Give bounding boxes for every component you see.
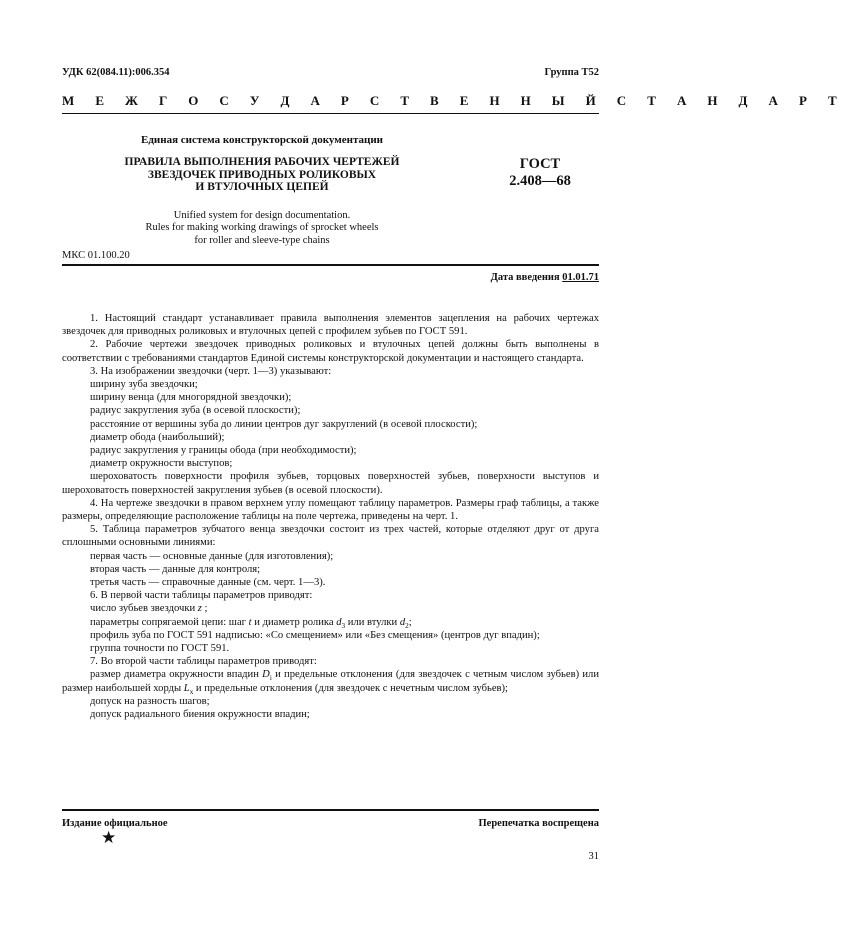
date-value: 01.01.71	[562, 272, 599, 283]
list-item: группа точности по ГОСТ 591.	[90, 643, 230, 655]
standard-body	[62, 312, 599, 721]
reprint-notice: Перепечатка воспрещена	[478, 818, 599, 829]
star-icon: ★	[101, 828, 117, 847]
list-item-teeth	[62, 602, 599, 615]
paragraph-5: 5. Таблица параметров зубчатого венца звездочки состоит из трех частей, которые отделяют друг от друга сплошными основными линиями:	[62, 524, 599, 549]
title-divider	[62, 264, 599, 266]
list-item: шероховатость поверхности профиля зубьев, торцовых поверхностей зубьев, поверхности выступов и шероховатость поверхностей закругления зубьев (в осевой плоскости).	[62, 471, 599, 496]
english-line: Rules for making working drawings of sprocket wheels	[145, 222, 379, 234]
header-divider	[62, 113, 599, 114]
subscript: i	[269, 674, 272, 683]
text-fragment: или втулки	[345, 616, 400, 628]
introduction-date	[491, 272, 599, 283]
standard-title	[62, 156, 462, 194]
title-line: ПРАВИЛА ВЫПОЛНЕНИЯ РАБОЧИХ ЧЕРТЕЖЕЙ	[124, 156, 400, 168]
english-title	[62, 210, 462, 247]
mks-code: МКС 01.100.20	[62, 250, 130, 261]
text-fragment: размер диаметра окружности впадин	[90, 669, 263, 681]
paragraph-4: 4. На чертеже звездочки в правом верхнем углу помещают таблицу параметров. Размеры граф таблицы, а также размеры, определяющие расположение таблицы на поле чертежа, приведены на черт. 1.	[62, 497, 599, 523]
list-item-diameter	[62, 668, 599, 694]
symbol-d: D	[262, 669, 270, 681]
footer-divider	[62, 809, 599, 811]
official-edition: Издание официальное	[62, 818, 168, 829]
list-item: вторая часть — данные для контроля;	[90, 563, 261, 575]
list-item: профиль зуба по ГОСТ 591 надписью: «Со смещением» или «Без смещения» (центров дуг впадин);	[90, 629, 540, 641]
text-fragment: параметры сопрягаемой цепи: шаг	[90, 616, 249, 628]
list-item: ширину зуба звездочки;	[90, 379, 198, 391]
text-fragment: и предельные отклонения (для звездочек с нечетным числом зубьев);	[193, 682, 508, 694]
paragraph-2: 2. Рабочие чертежи звездочек приводных роликовых и втулочных цепей должны быть выполнены в соответствии с требованиями стандартов Единой системы конструкторской документации и настоящего стандарта.	[62, 339, 599, 364]
list-item-chain	[62, 616, 599, 629]
list-item: радиус закругления зуба (в осевой плоскости);	[90, 405, 301, 417]
symbol-t: t	[248, 616, 252, 628]
list-item: диаметр обода (наибольший);	[90, 431, 225, 443]
subscript: x	[189, 687, 194, 696]
list-item: допуск на разность шагов;	[90, 695, 210, 707]
text-fragment: ;	[408, 616, 412, 628]
paragraph-1: 1. Настоящий стандарт устанавливает правила выполнения элементов зацепления на рабочих чертежах звездочек для приводных роликовых и втулочных цепей с профилем зубьев по ГОСТ 591.	[62, 313, 599, 338]
list-item: третья часть — справочные данные (см. черт. 1—3).	[90, 577, 326, 589]
list-item: расстояние от вершины зуба до линии центров дуг закруглений (в осевой плоскости);	[90, 418, 478, 430]
list-item: ширину венца (для многорядной звездочки);	[90, 392, 292, 404]
group-code: Группа Т52	[544, 67, 599, 78]
text-fragment: ;	[201, 603, 208, 615]
paragraph-3: 3. На изображении звездочки (черт. 1—3) указывают:	[90, 365, 332, 377]
interstate-standard-heading: М Е Ж Г О С У Д А Р С Т В Е Н Н Ы Й С Т А Н Д А Р Т	[62, 93, 846, 108]
udk-code: УДК 62(084.11):006.354	[62, 67, 170, 78]
gost-number: 2.408—68	[509, 173, 571, 189]
text-fragment: и предельные отклонения (для звездочек с четным числом зубьев) или размер наибольшей хорды	[62, 669, 599, 694]
symbol-l: L	[183, 682, 190, 694]
text-fragment: и диаметр ролика	[251, 616, 337, 628]
gost-label: ГОСТ	[519, 156, 561, 172]
gost-designation	[470, 156, 610, 190]
list-item: диаметр окружности выступов;	[90, 458, 233, 470]
english-line: Unified system for design documentation.	[173, 210, 351, 221]
subscript: 3	[341, 621, 346, 630]
paragraph-7: 7. Во второй части таблицы параметров приводят:	[90, 656, 317, 668]
list-item: допуск радиального биения окружности впадин;	[90, 709, 310, 721]
title-line: ЗВЕЗДОЧЕК ПРИВОДНЫХ РОЛИКОВЫХ	[147, 168, 377, 181]
list-item: радиус закругления у границы обода (при необходимости);	[90, 445, 357, 457]
english-line: for roller and sleeve-type chains	[194, 234, 330, 246]
paragraph-6: 6. В первой части таблицы параметров приводят:	[90, 590, 313, 602]
page-number: 31	[588, 851, 599, 862]
title-line: И ВТУЛОЧНЫХ ЦЕПЕЙ	[195, 181, 329, 193]
symbol-d: d	[336, 616, 342, 628]
date-label: Дата введения	[490, 272, 560, 283]
symbol-z: z	[197, 603, 202, 615]
text-fragment: число зубьев звездочки	[90, 603, 198, 615]
system-name: Единая система конструкторской документации	[141, 134, 383, 146]
list-item: первая часть — основные данные (для изготовления);	[90, 550, 334, 562]
subscript: 2	[405, 621, 409, 630]
symbol-d: d	[399, 616, 406, 628]
